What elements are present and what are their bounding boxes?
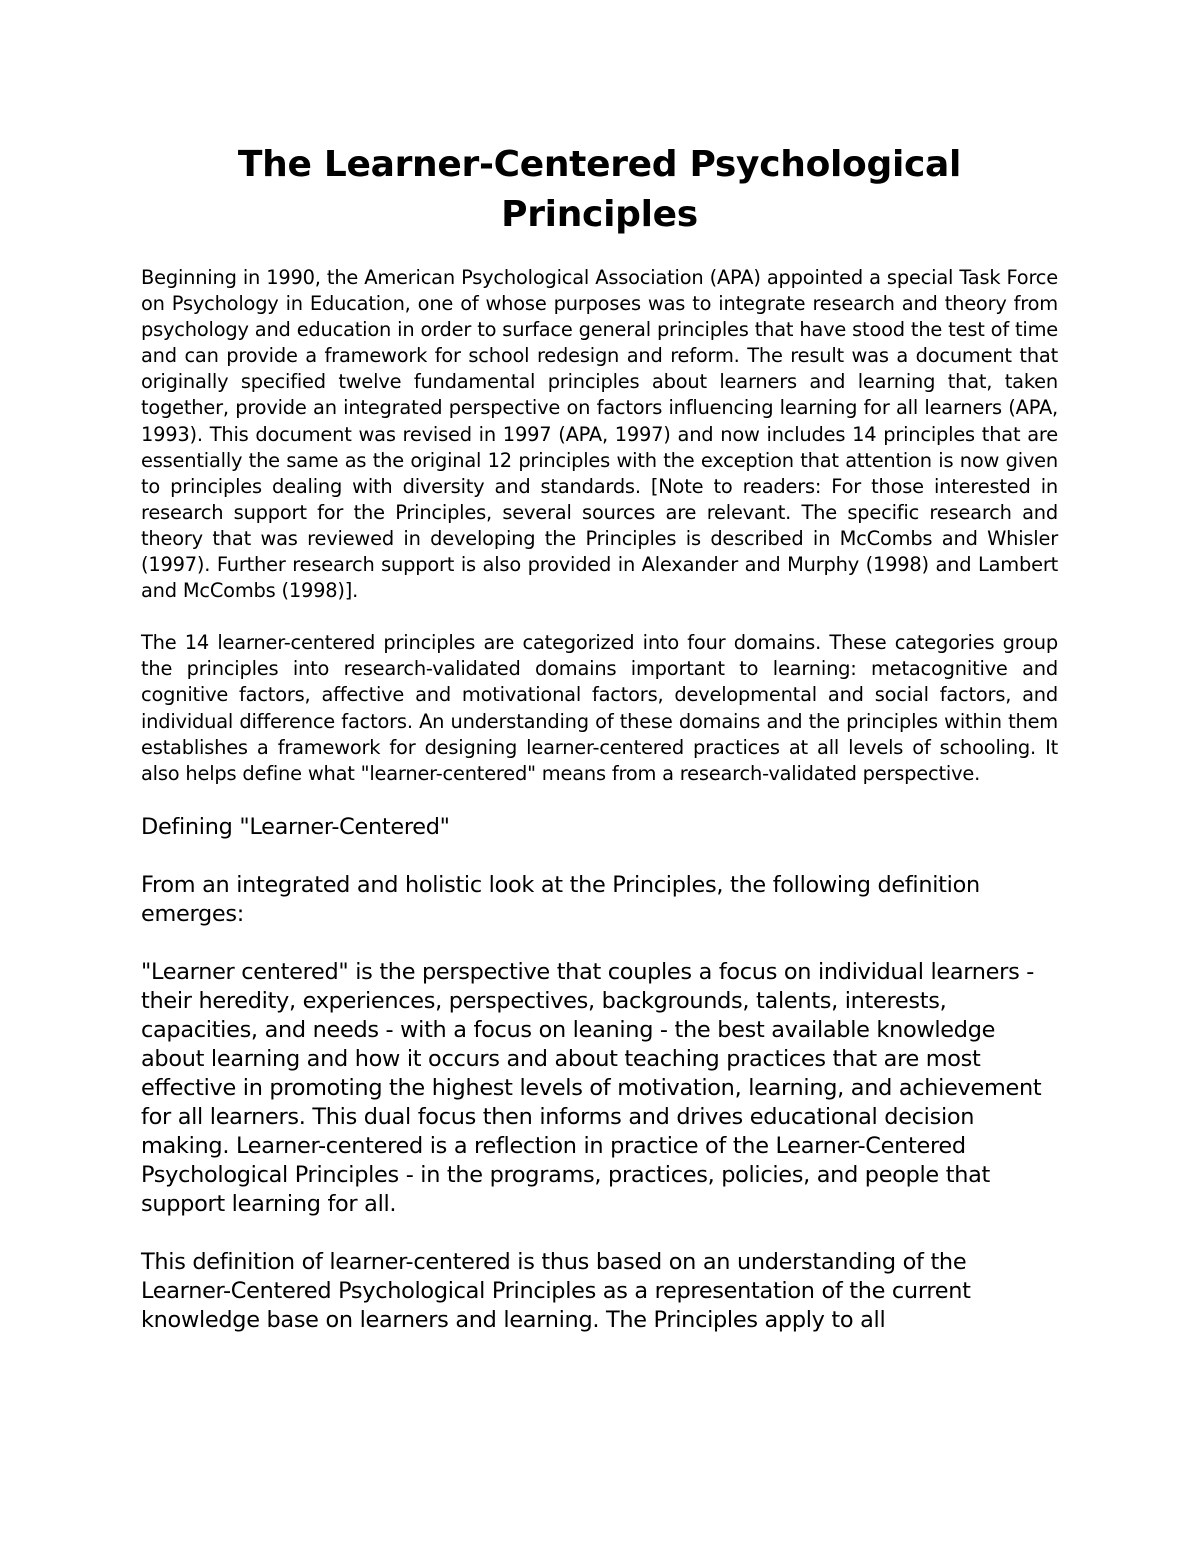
domains-paragraph: The 14 learner-centered principles are categorized into four domains. These categories group the principles into research-validated domains important to learning: metacognitive and cognitive factors, affective and motivational factors, developmental and social factors, and individual difference factors. An understanding of these domains and the principles within them establishes a framework for designing learner-centered practices at all levels of schooling. It also helps define what "learner-centered" means from a research-validated perspective. — [141, 631, 1058, 785]
intro-paragraph: Beginning in 1990, the American Psychological Association (APA) appointed a special Task Force on Psychology in Education, one of whose purposes was to integrate research and theory from psychology and education in order to surface general principles that have stood the test of time and can provide a framework for school redesign and reform. The result was a document that originally specified twelve fundamental principles about learners and learning that, taken together, provide an integrated perspective on factors influencing learning for all learners (APA, 1993). This document was revised in 1997 (APA, 1997) and now includes 14 principles that are essentially the same as the original 12 principles with the exception that attention is now given to principles dealing with diversity and standards. [Note to readers: For those interested in research support for the Principles, several sources are relevant. The specific research and theory that was reviewed in developing the Principles is described in McCombs and Whisler (1997). Further research support is also provided in Alexander and Murphy (1998) and Lambert and McCombs (1998)]. — [141, 266, 1058, 603]
definition-intro-paragraph: From an integrated and holistic look at the Principles, the following definition emerges: — [141, 871, 980, 927]
definition-paragraph: "Learner centered" is the perspective that couples a focus on individual learners - their heredity, experiences, perspectives, backgrounds, talents, interests, capacities, and needs - with a focus on leaning - the best available knowledge about learning and how it occurs and about teaching practices that are most effective in promoting the highest levels of motivation, learning, and achievement for all learners. This dual focus then informs and drives educational decision making. Learner-centered is a reflection in practice of the Learner-Centered Psychological Principles - in the programs, practices, policies, and people that support learning for all. — [141, 958, 1042, 1217]
document-page — [141, 140, 1058, 1364]
closing-paragraph: This definition of learner-centered is thus based on an understanding of the Learner-Centered Psychological Principles as a representation of the current knowledge base on learners and learning. The Principles apply to all — [141, 1248, 971, 1333]
section-heading: Defining "Learner-Centered" — [141, 813, 450, 840]
document-title: The Learner-Centered Psychological Principles — [237, 144, 962, 235]
